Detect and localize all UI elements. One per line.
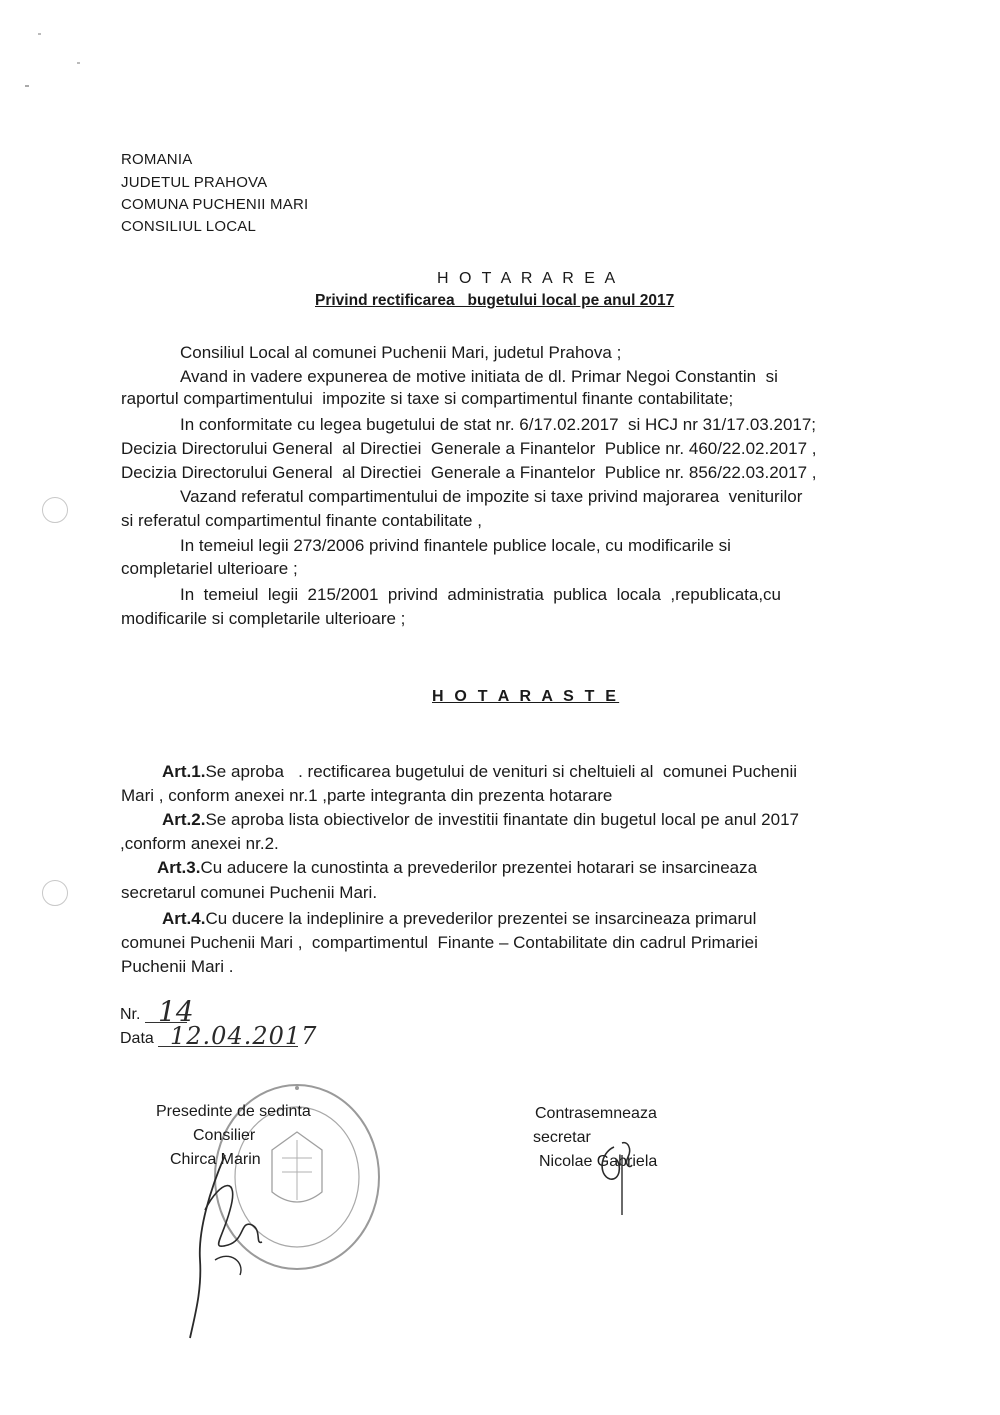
preamble-line: In temeiul legii 273/2006 privind finantele publice locale, cu modificarile si xyxy=(180,536,731,555)
article-4 xyxy=(162,908,756,930)
signatory-right-title: secretar xyxy=(533,1129,591,1146)
preamble-line: Decizia Directorului General al Directiei Generale a Finantelor Publice nr. 460/22.02.2017 , xyxy=(121,439,817,458)
preamble-line: Decizia Directorului General al Directiei Generale a Finantelor Publice nr. 856/22.03.2017 , xyxy=(121,463,817,482)
registration-date-value: 12.04.2017 xyxy=(170,1022,318,1050)
article-2-continuation: ,conform anexei nr.2. xyxy=(120,834,279,853)
header-county: JUDETUL PRAHOVA xyxy=(121,174,268,191)
article-2 xyxy=(162,809,799,831)
preamble-line: completariel ulterioare ; xyxy=(121,559,298,578)
scan-speck xyxy=(38,33,41,35)
article-1 xyxy=(162,761,797,783)
article-label: Art.3. xyxy=(157,858,201,877)
punch-hole-bottom xyxy=(42,880,68,906)
header-commune: COMUNA PUCHENII MARI xyxy=(121,196,309,213)
signatory-left-role: Presedinte de sedinta xyxy=(156,1103,311,1120)
handwritten-signature-right xyxy=(592,1135,642,1220)
article-3 xyxy=(157,857,757,879)
decision-heading: H O T A R A S T E xyxy=(432,688,620,705)
article-label: Art.2. xyxy=(162,810,206,829)
scan-speck xyxy=(25,85,29,87)
punch-hole-top xyxy=(42,497,68,523)
scan-speck xyxy=(77,62,80,64)
handwritten-signature-left xyxy=(170,1150,290,1345)
preamble-line: Consiliul Local al comunei Puchenii Mari, judetul Prahova ; xyxy=(180,343,622,362)
preamble-line: Vazand referatul compartimentului de impozite si taxe privind majorarea veniturilor xyxy=(180,487,803,506)
registration-date-label: Data xyxy=(120,1030,154,1047)
article-4-continuation: comunei Puchenii Mari , compartimentul Finante – Contabilitate din cadrul Primariei xyxy=(121,933,758,952)
article-label: Art.4. xyxy=(162,909,206,928)
signatory-right-name: Nicolae Gabriela xyxy=(539,1153,658,1170)
signatory-left-title: Consilier xyxy=(193,1127,256,1144)
preamble-line: Avand in vadere expunerea de motive initiata de dl. Primar Negoi Constantin si xyxy=(180,367,778,386)
preamble-line: In conformitate cu legea bugetului de stat nr. 6/17.02.2017 si HCJ nr 31/17.03.2017; xyxy=(180,415,817,434)
article-4-continuation: Puchenii Mari . xyxy=(121,957,234,976)
article-text: Cu ducere la indeplinire a prevederilor prezentei se insarcineaza primarul xyxy=(205,909,757,928)
registration-nr-value: 14 xyxy=(158,995,194,1028)
document-subtitle: Privind rectificarea bugetului local pe anul 2017 xyxy=(315,292,675,309)
article-text: Se aproba . rectificarea bugetului de venituri si cheltuieli al comunei Puchenii xyxy=(205,762,798,781)
article-1-continuation: Mari , conform anexei nr.1 ,parte integranta din prezenta hotarare xyxy=(121,786,613,805)
header-country: ROMANIA xyxy=(121,151,193,168)
preamble-line: raportul compartimentului impozite si taxe si compartimentul finante contabilitate; xyxy=(121,389,734,408)
article-text: Cu aducere la cunostinta a prevederilor prezentei hotarari se insarcineaza xyxy=(200,858,758,877)
registration-nr-label: Nr. xyxy=(120,1006,141,1023)
article-3-continuation: secretarul comunei Puchenii Mari. xyxy=(121,883,378,902)
article-text: Se aproba lista obiectivelor de investitii finantate din bugetul local pe anul 2017 xyxy=(205,810,799,829)
preamble-line: si referatul compartimentul finante contabilitate , xyxy=(121,511,482,530)
document-title: H O T A R A R E A xyxy=(437,270,619,287)
article-label: Art.1. xyxy=(162,762,206,781)
preamble-line: In temeiul legii 215/2001 privind administratia publica locala ,republicata,cu xyxy=(180,585,782,604)
signatory-right-role: Contrasemneaza xyxy=(535,1105,657,1122)
preamble-line: modificarile si completarile ulterioare ; xyxy=(121,609,406,628)
header-council: CONSILIUL LOCAL xyxy=(121,218,256,235)
signatory-left-name: Chirca Marin xyxy=(170,1151,261,1168)
